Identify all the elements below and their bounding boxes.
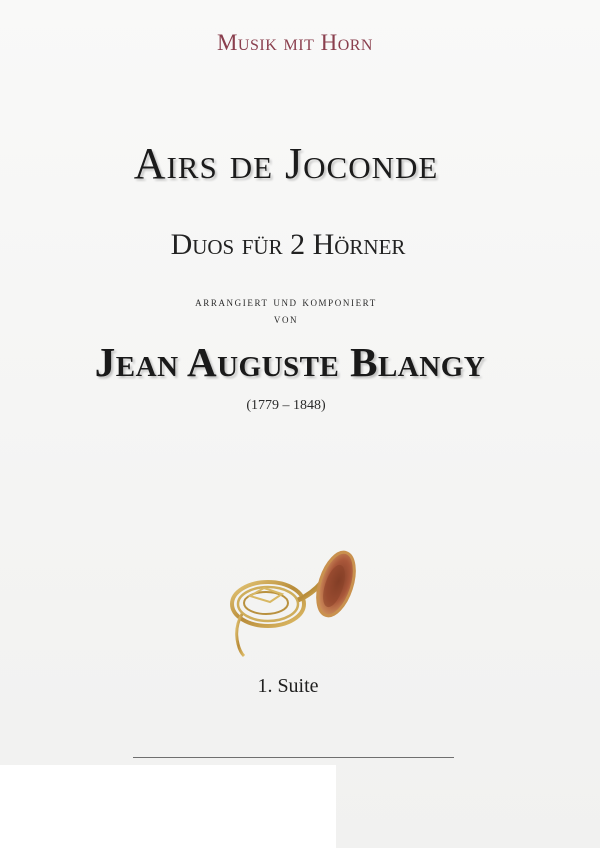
suite-number: 1. Suite xyxy=(257,675,319,697)
work-subtitle: Duos für 2 Hörner xyxy=(170,228,406,261)
composer-dates: (1779 – 1848) xyxy=(246,398,326,413)
series-title: Musik mit Horn xyxy=(216,30,373,55)
arrangement-by: von xyxy=(273,312,299,326)
blank-label-area xyxy=(0,765,336,848)
divider-line xyxy=(133,757,454,758)
arrangement-credit: arrangiert und komponiert xyxy=(195,295,377,309)
work-title: Airs de Joconde xyxy=(133,139,439,188)
natural-horn-icon xyxy=(220,548,360,658)
composer-name: Jean Auguste Blangy xyxy=(94,339,486,385)
